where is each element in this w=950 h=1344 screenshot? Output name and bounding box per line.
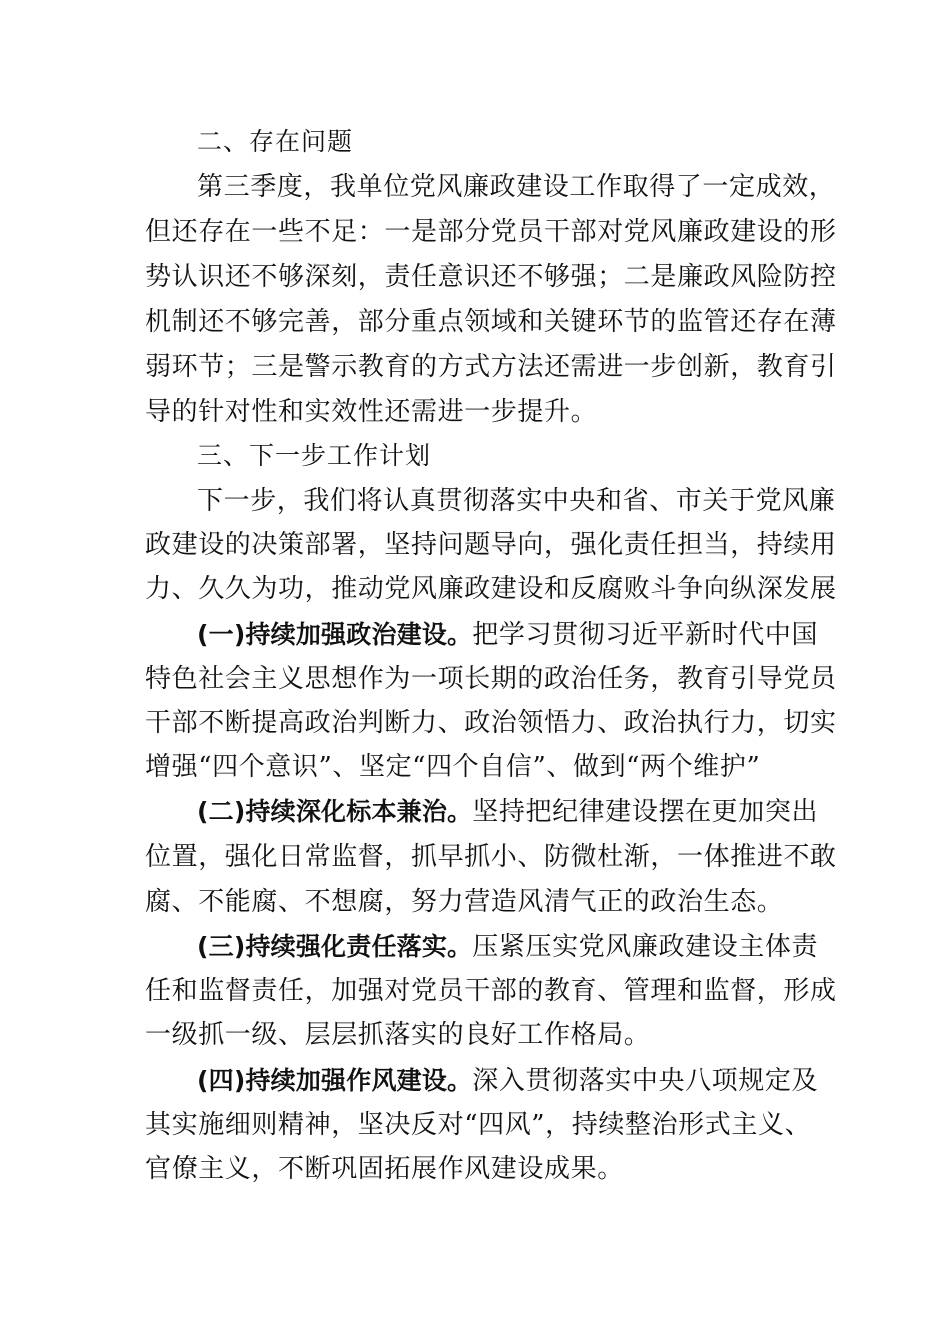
- paragraph-line: 机制还不够完善，部分重点领域和关键环节的监管还存在薄: [145, 307, 837, 337]
- plan-item-text: 坚持把纪律建设摆在更加突出: [472, 797, 819, 827]
- plan-item-title: (三)持续强化责任落实。: [197, 932, 473, 961]
- paragraph-line: 任和监督责任，加强对党员干部的教育、管理和监督，形成: [145, 976, 837, 1006]
- paragraph-line: 位置，强化日常监督，抓早抓小、防微杜渐，一体推进不敢: [145, 842, 837, 872]
- paragraph-line: 政建设的决策部署，坚持问题导向，强化责任担当，持续用: [145, 530, 837, 560]
- paragraph-line: 下一步，我们将认真贯彻落实中央和省、市关于党风廉: [197, 486, 836, 516]
- paragraph-line: 力、久久为功，推动党风廉政建设和反腐败斗争向纵深发展: [145, 574, 837, 604]
- plan-item-first-line: [197, 620, 818, 650]
- paragraph-line: 其实施细则精神，坚决反对“四风”，持续整治形式主义、: [145, 1110, 812, 1140]
- paragraph-line: 一级抓一级、层层抓落实的良好工作格局。: [145, 1020, 651, 1050]
- plan-item-text: 把学习贯彻习近平新时代中国: [472, 620, 819, 650]
- plan-item-text: 压紧压实党风廉政建设主体责: [472, 932, 819, 962]
- plan-item-title: (一)持续加强政治建设。: [197, 620, 473, 649]
- paragraph-line: 弱环节；三是警示教育的方式方法还需进一步创新，教育引: [145, 352, 837, 382]
- paragraph-line: 势认识还不够深刻，责任意识还不够强；二是廉政风险防控: [145, 262, 837, 292]
- paragraph-line: 官僚主义，不断巩固拓展作风建设成果。: [145, 1154, 624, 1184]
- paragraph-line: 第三季度，我单位党风廉政建设工作取得了一定成效，: [197, 172, 836, 202]
- plan-item-first-line: [197, 1066, 818, 1096]
- paragraph-line: 特色社会主义思想作为一项长期的政治任务，教育引导党员: [145, 664, 837, 694]
- section-heading-next-plan: 三、下一步工作计划: [197, 441, 432, 470]
- paragraph-line: 导的针对性和实效性还需进一步提升。: [145, 397, 598, 427]
- section-heading-problems: 二、存在问题: [197, 127, 354, 156]
- plan-item-first-line: [197, 932, 818, 962]
- paragraph-line: 干部不断提高政治判断力、政治领悟力、政治执行力，切实: [145, 708, 837, 738]
- plan-item-text: 深入贯彻落实中央八项规定及: [472, 1066, 819, 1096]
- plan-item-title: (四)持续加强作风建设。: [197, 1066, 473, 1095]
- plan-item-title: (二)持续深化标本兼治。: [197, 797, 473, 826]
- paragraph-line: 但还存在一些不足：一是部分党员干部对党风廉政建设的形: [145, 217, 837, 247]
- paragraph-line: 增强“四个意识”、坚定“四个自信”、做到“两个维护”: [145, 752, 761, 782]
- paragraph-line: 腐、不能腐、不想腐，努力营造风清气正的政治生态。: [145, 887, 784, 917]
- plan-item-first-line: [197, 797, 818, 827]
